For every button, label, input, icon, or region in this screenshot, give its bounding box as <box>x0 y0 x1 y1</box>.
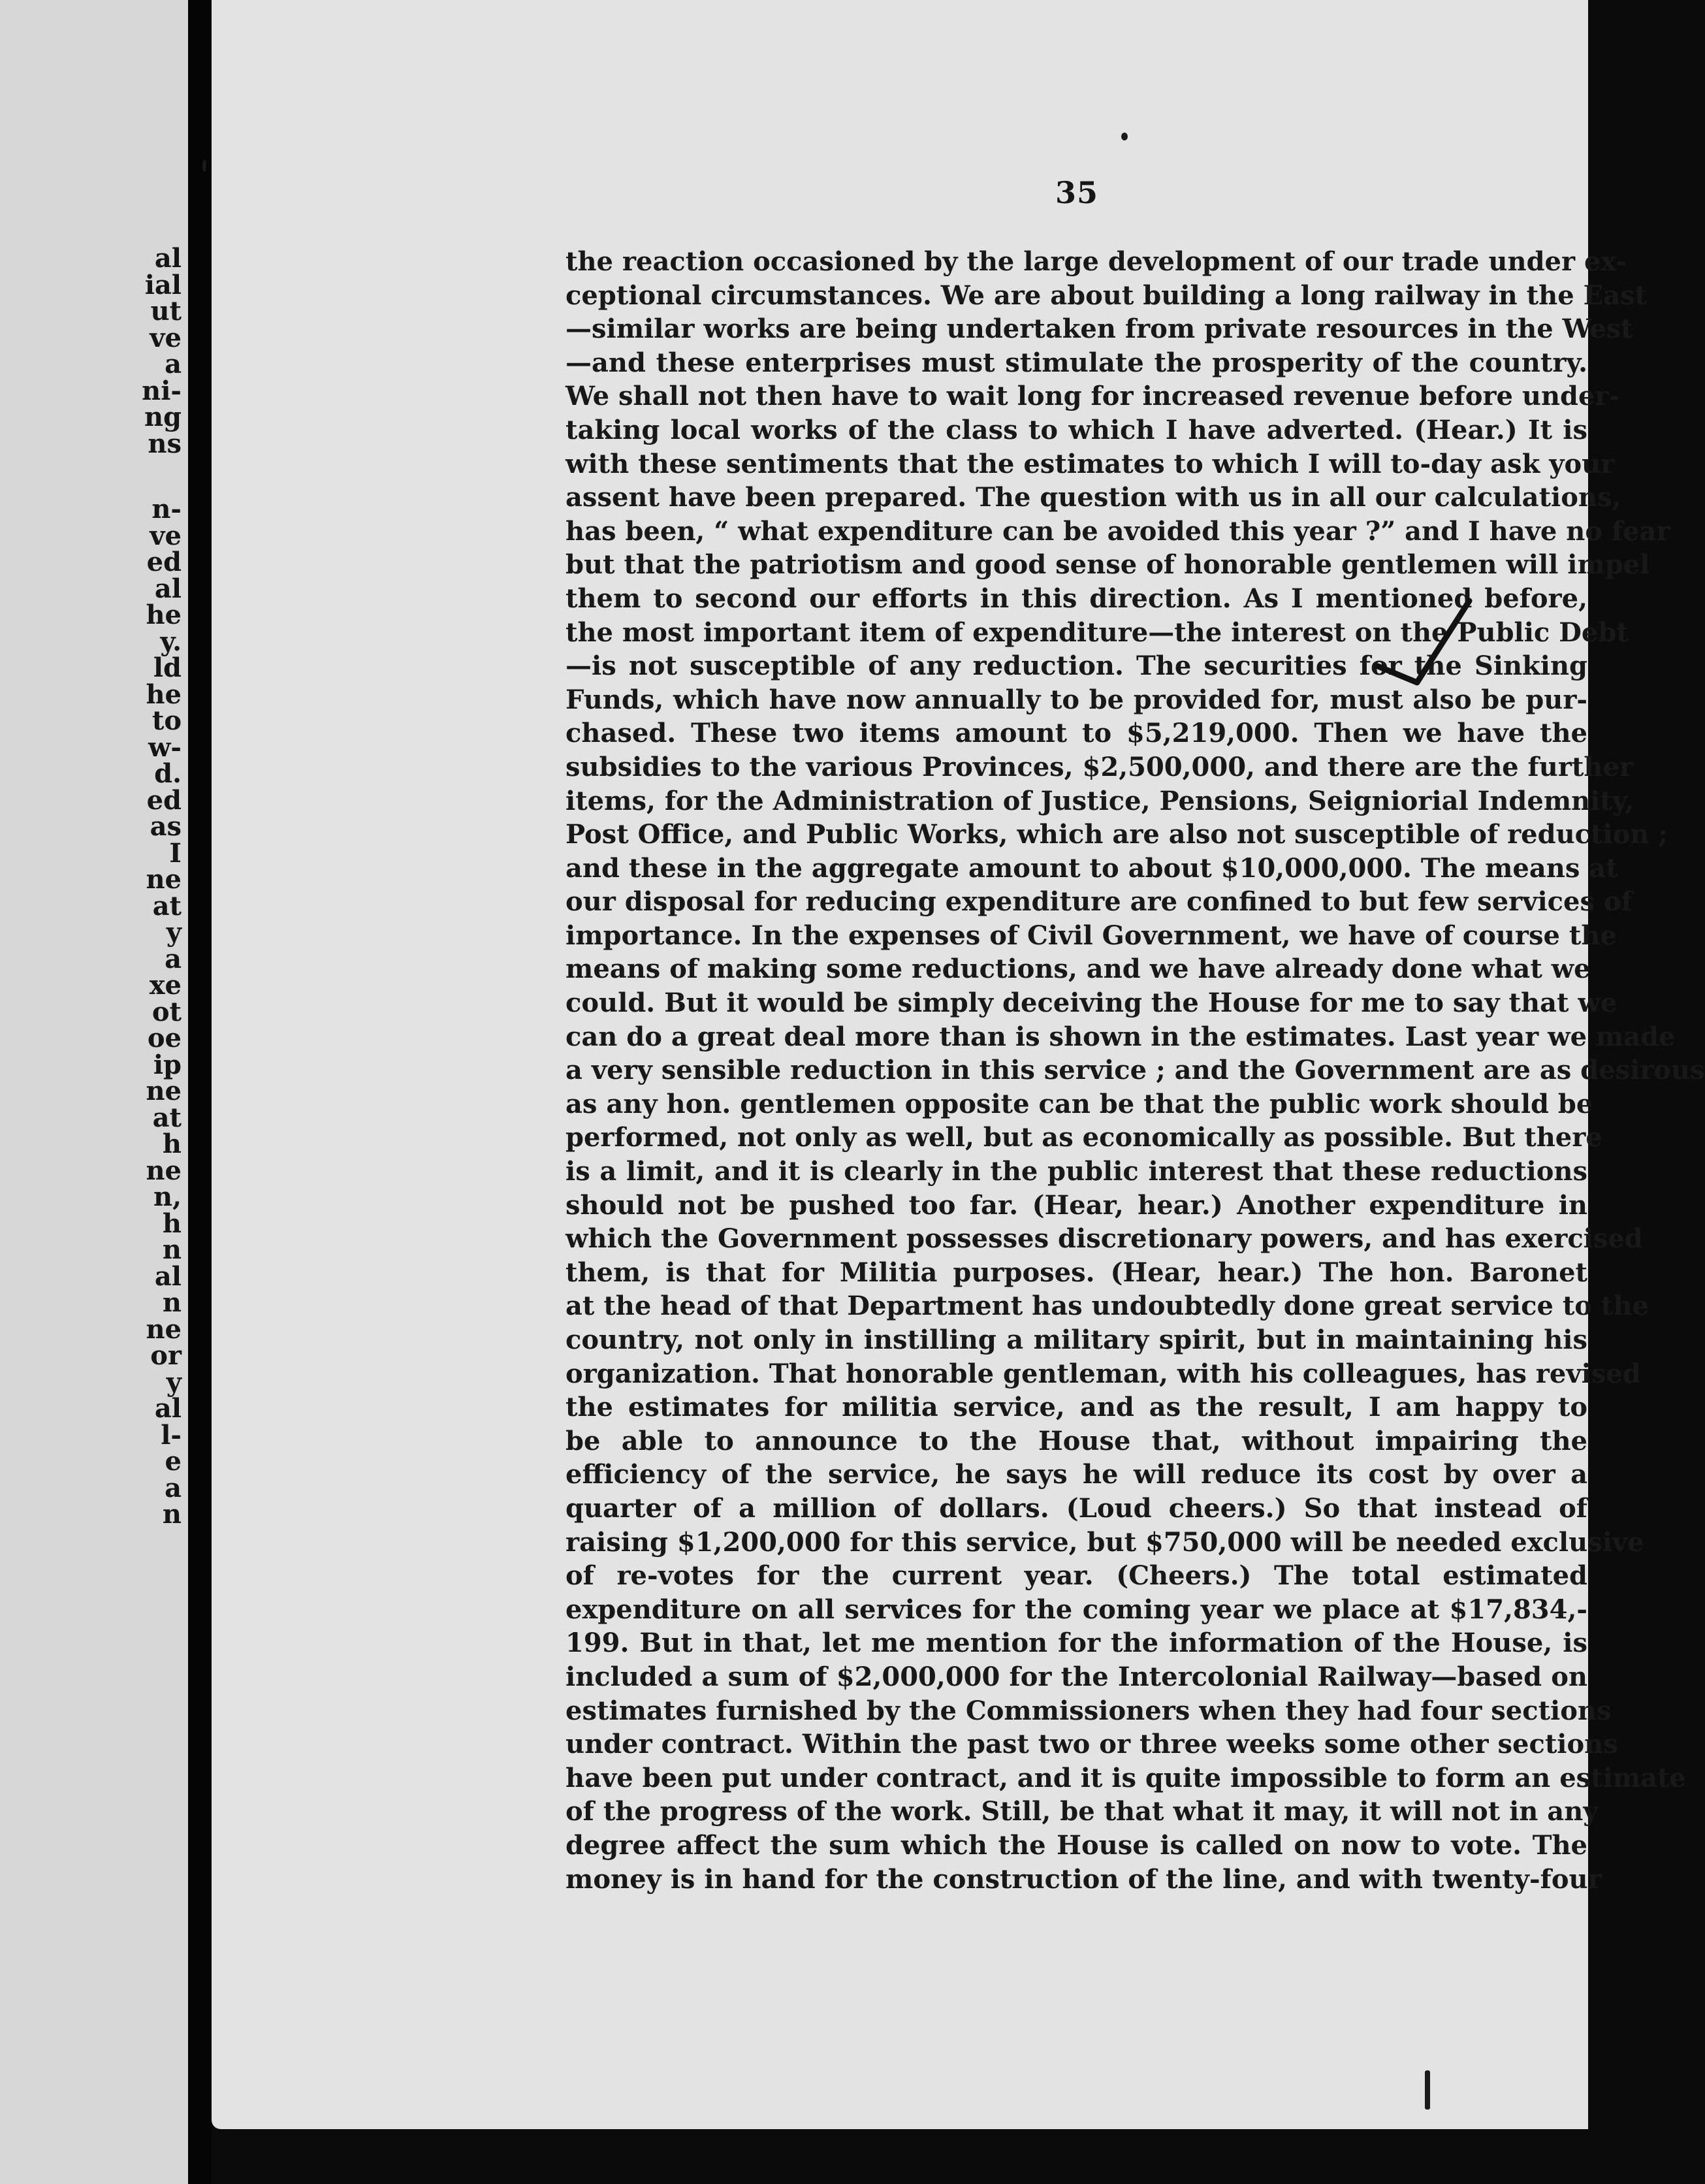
text-line: We shall not then have to wait long for increased revenue before under- <box>566 381 1620 412</box>
facing-page-gap <box>123 457 182 496</box>
text-line: expenditure on all services for the coming year we place at $17,834,- <box>566 1594 1587 1625</box>
text-line: degree affect the sum which the House is called on now to vote. The <box>566 1829 1587 1861</box>
facing-page-fragment-text: y <box>166 917 182 948</box>
text-line: —and these enterprises must stimulate the prosperity of the country. <box>566 347 1587 378</box>
facing-page-fragment-text: al <box>154 1261 182 1292</box>
facing-page-fragment-text: as <box>150 811 182 842</box>
text-line: raising $1,200,000 for this service, but $750,000 will be needed exclusive <box>566 1526 1644 1558</box>
facing-page-fragment-text: ne <box>146 1155 182 1186</box>
text-line: Funds, which have now annually to be provided for, must also be pur- <box>566 684 1587 715</box>
facing-page-fragment-text: ns <box>148 428 182 459</box>
facing-page-fragment-text: h <box>162 1129 182 1159</box>
text-line: included a sum of $2,000,000 for the Intercolonial Railway—based on <box>566 1661 1587 1692</box>
facing-page-fragment-text: al <box>154 243 182 274</box>
facing-page-fragment-text: w- <box>148 731 182 763</box>
text-line: which the Government possesses discretionary powers, and has exercised <box>566 1223 1643 1255</box>
text-line: be able to announce to the House that, without impairing the <box>566 1425 1587 1456</box>
text-line: Post Office, and Public Works, which are also not susceptible of reduction ; <box>566 819 1668 850</box>
text-line: and these in the aggregate amount to about $10,000,000. The means at <box>566 852 1618 884</box>
facing-page-fragment-text: ne <box>146 1076 182 1106</box>
text-line: the estimates for militia service, and as the result, I am happy to <box>566 1392 1587 1423</box>
facing-page-fragment-text: a <box>165 1472 182 1503</box>
text-line: taking local works of the class to which I have adverted. (Hear.) It is <box>566 414 1587 445</box>
facing-page-fragment-text: y <box>166 1366 182 1398</box>
facing-page-fragment-text: a <box>165 943 182 974</box>
text-line: means of making some reductions, and we have already done what we <box>566 954 1591 985</box>
text-line: under contract. Within the past two or three weeks some other sections <box>566 1729 1618 1760</box>
text-line: quarter of a million of dollars. (Loud cheers.) So that instead of <box>566 1492 1587 1524</box>
text-line: —is not susceptible of any reduction. The securities for the Sinking <box>566 650 1587 682</box>
text-line: the most important item of expenditure—the interest on the Public Debt <box>566 617 1629 648</box>
document-page <box>212 0 1705 2129</box>
text-line: subsidies to the various Provinces, $2,500,000, and there are the further <box>566 751 1633 782</box>
facing-page-fragment <box>0 0 188 2184</box>
scan-speck <box>1425 2070 1430 2110</box>
text-line: but that the patriotism and good sense of honorable gentlemen will impel <box>566 549 1650 581</box>
facing-page-fragment-text: n <box>162 1287 182 1318</box>
text-line: is a limit, and it is clearly in the public interest that these reductions <box>566 1156 1587 1187</box>
text-line: chased. These two items amount to $5,219,000. Then we have the <box>566 718 1587 749</box>
body-text <box>566 245 1705 1896</box>
facing-page-fragment-text: n- <box>151 494 182 524</box>
text-line: has been, “ what expenditure can be avoided this year ?” and I have no fear <box>566 515 1670 547</box>
text-line: assent have been prepared. The question with us in all our calculations, <box>566 482 1621 513</box>
facing-page-fragment-text: xe <box>149 970 182 1001</box>
text-line: at the head of that Department has undoubtedly done great service to the <box>566 1291 1649 1322</box>
facing-page-fragment-text: ng <box>144 402 182 432</box>
facing-page-fragment-text: I <box>169 837 182 869</box>
facing-page-fragment-text: e <box>165 1446 182 1477</box>
facing-page-fragment-text: ed <box>146 784 182 816</box>
text-line: as any hon. gentlemen opposite can be that the public work should be <box>566 1088 1593 1119</box>
text-line: should not be pushed too far. (Hear, hear.) Another expenditure in <box>566 1189 1587 1221</box>
facing-page-fragment-text: n <box>162 1234 182 1265</box>
facing-page-fragment-text: ld <box>153 652 182 683</box>
facing-page-fragment-text: ip <box>153 1049 182 1080</box>
text-line: importance. In the expenses of Civil Government, we have of course the <box>566 920 1617 951</box>
facing-page-fragment-text: to <box>151 705 182 736</box>
facing-page-fragment-text: ut <box>150 296 182 327</box>
text-line: money is in hand for the construction of the line, and with twenty-four <box>566 1863 1602 1895</box>
facing-page-fragment-text: at <box>152 1102 182 1133</box>
text-line: ceptional circumstances. We are about building a long railway in the East <box>566 280 1647 311</box>
scan-speck <box>202 160 206 172</box>
text-line: our disposal for reducing expenditure are confined to but few services of <box>566 886 1633 918</box>
text-line: with these sentiments that the estimates to which I will to-day ask your <box>566 448 1615 479</box>
text-line: items, for the Administration of Justice, Pensions, Seigniorial Indemnity, <box>566 785 1634 816</box>
text-line: the reaction occasioned by the large development of our trade under ex- <box>566 246 1627 277</box>
facing-page-fragment-text: n <box>162 1499 182 1530</box>
facing-page-fragment-text: h <box>162 1208 182 1239</box>
facing-page-line-endings <box>123 243 182 1530</box>
text-line: could. But it would be simply deceiving the House for me to say that we <box>566 988 1617 1019</box>
text-line: country, not only in instilling a military spirit, but in maintaining his <box>566 1325 1587 1355</box>
facing-page-fragment-text: ed <box>146 547 182 577</box>
page-gutter <box>188 0 212 2184</box>
facing-page-fragment-text: he <box>146 679 182 710</box>
facing-page-fragment-text: ve <box>150 520 182 551</box>
facing-page-fragment-text: al <box>154 573 182 604</box>
facing-page-fragment-text: ial <box>144 269 182 300</box>
text-line: organization. That honorable gentleman, with his colleagues, has revised <box>566 1358 1641 1389</box>
text-line: efficiency of the service, he says he will reduce its cost by over a <box>566 1459 1587 1490</box>
text-line: a very sensible reduction in this service ; and the Government are as desirous <box>566 1055 1705 1086</box>
facing-page-fragment-text: a <box>165 349 182 379</box>
text-line: 199. But in that, let me mention for the information of the House, is <box>566 1628 1587 1659</box>
facing-page-fragment-text: n, <box>153 1181 182 1212</box>
facing-page-fragment-text: oe <box>147 1023 182 1053</box>
facing-page-fragment-text: or <box>150 1340 182 1371</box>
facing-page-fragment-text: he <box>146 600 182 630</box>
text-line: —similar works are being undertaken from private resources in the West <box>566 313 1633 345</box>
text-line: them to second our efforts in this direction. As I mentioned before, <box>566 583 1587 614</box>
scan-speck <box>1121 133 1128 140</box>
facing-page-fragment-text: ni- <box>142 375 182 406</box>
facing-page-fragment-text: y. <box>160 626 182 657</box>
facing-page-fragment-text: l- <box>161 1419 182 1451</box>
margin-check-mark-icon <box>1371 588 1476 686</box>
facing-page-fragment-text: d. <box>154 758 182 789</box>
text-line: have been put under contract, and it is quite impossible to form an estimate <box>566 1762 1686 1793</box>
text-line: them, is that for Militia purposes. (Hear, hear.) The hon. Baronet <box>566 1257 1587 1288</box>
page-number: 35 <box>1055 175 1099 210</box>
text-line: performed, not only as well, but as economically as possible. But there <box>566 1122 1602 1153</box>
facing-page-fragment-text: ve <box>150 322 182 353</box>
facing-page-fragment-text: at <box>152 890 182 922</box>
text-line: estimates furnished by the Commissioners when they had four sections <box>566 1695 1612 1726</box>
text-line: can do a great deal more than is shown in the estimates. Last year we made <box>566 1021 1676 1052</box>
facing-page-fragment-text: al <box>154 1393 182 1424</box>
facing-page-fragment-text: ne <box>146 1313 182 1345</box>
facing-page-fragment-text: ne <box>146 864 182 895</box>
text-line: of re-votes for the current year. (Cheers.) The total estimated <box>566 1560 1587 1592</box>
facing-page-fragment-text: ot <box>151 996 182 1027</box>
text-line: of the progress of the work. Still, be that what it may, it will not in any <box>566 1796 1599 1827</box>
